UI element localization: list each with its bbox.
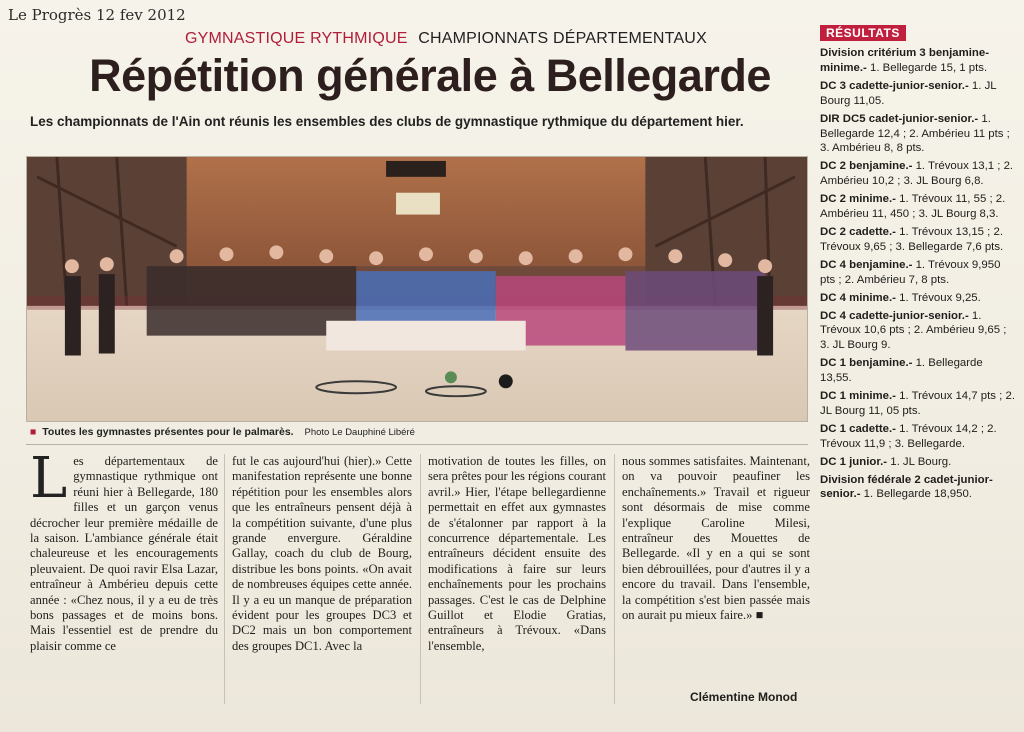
- result-scores: 1. Bellegarde 18,950.: [860, 488, 972, 501]
- result-scores: 1. Trévoux 9,25.: [895, 291, 981, 304]
- photo-credit: Photo Le Dauphiné Libéré: [304, 427, 415, 438]
- result-scores: 1. JL Bourg 11,05.: [820, 79, 997, 107]
- result-item: [820, 79, 1016, 109]
- result-scores: 1. JL Bourg.: [887, 455, 952, 468]
- article-column-2: [232, 454, 412, 654]
- result-scores: 1. Trévoux 10,6 pts ; 2. Ambérieu 9,65 ; 3. JL Bourg 9.: [820, 309, 1007, 352]
- result-item: [820, 389, 1016, 419]
- result-item: [820, 159, 1016, 189]
- result-scores: 1. Bellegarde 12,4 ; 2. Ambérieu 11 pts ; 3. Ambérieu 8, 8 pts.: [820, 112, 1010, 155]
- result-scores: 1. Trévoux 11, 55 ; 2. Ambérieu 11, 450 ; 3. JL Bourg 8,3.: [820, 193, 1006, 221]
- gymnasts-photo-illustration: [27, 157, 807, 421]
- result-scores: 1. Trévoux 13,15 ; 2. Trévoux 9,65 ; 3. Bellegarde 7,6 pts.: [820, 225, 1004, 253]
- deck: Les championnats de l'Ain ont réunis les ensembles des clubs de gymnastique rythmique du département hier.: [30, 114, 744, 129]
- result-category: DC 4 benjamine.-: [820, 258, 913, 271]
- results-sidebar: [820, 24, 1016, 712]
- drop-cap: L: [30, 446, 68, 511]
- result-scores: 1. Bellegarde 15, 1 pts.: [866, 61, 988, 74]
- headline: Répétition générale à Bellegarde: [89, 50, 771, 101]
- result-item: [820, 192, 1016, 222]
- caption-bullet-icon: ■: [30, 426, 37, 438]
- result-category: DC 1 minime.-: [820, 390, 896, 403]
- result-item: [820, 455, 1016, 470]
- article-text-2: fut le cas aujourd'hui (hier).» Cette manifestation représente une bonne répétition pour les ensembles alors que les entraîneurs pensent déjà à la compétition suivante, d'une plus grande envergure. Géraldine Gallay, coach du club de Bourg, distribue les bons points. «On avait de nombreuses équipes cette année. Il y a eu un manque de préparation évident pour les groupes DC3 et DC2 mais un bon comportement des groupes DC1. Avec la: [232, 454, 412, 653]
- result-category: DC 2 minime.-: [820, 193, 896, 206]
- result-item: [820, 291, 1016, 306]
- kicker-section: GYMNASTIQUE RYTHMIQUE: [185, 30, 408, 47]
- article-column-3: [428, 454, 606, 654]
- result-item: [820, 112, 1016, 157]
- results-tag: RÉSULTATS: [820, 25, 906, 41]
- result-category: DC 2 benjamine.-: [820, 160, 913, 173]
- article-text-1: es départementaux de gymnastique rythmique ont réuni hier à Bellegarde, 180 filles et un garçon venus décrocher leur première médaille de la saison. L'ambiance générale était chaleureuse et les encouragements pleuvaient. De quoi ravir Elsa Lazar, entraîneur à Ambérieu depuis cette année : «Chez nous, il y a eu de très bons passages et de moins bons. Mais l'essentiel est de prendre du plaisir comme ce: [30, 454, 218, 653]
- result-scores: 1. Trévoux 14,7 pts ; 2. JL Bourg 11, 05 pts.: [820, 390, 1015, 417]
- result-category: DC 2 cadette.-: [820, 225, 896, 238]
- result-item: [820, 309, 1016, 354]
- caption-text: Toutes les gymnastes présentes pour le palmarès.: [42, 426, 294, 438]
- result-category: DC 3 cadette-junior-senior.-: [820, 79, 969, 92]
- caption-divider: [26, 444, 808, 445]
- article-text-3: motivation de toutes les filles, on sera prêtes pour les régions courant avril.» Hier, l'étape bellegardienne permettait en effet aux gymnastes de s'étalonner par rapport à la concurrence départementale. Les entraîneurs décident ensuite des modifications à faire sur leurs enchaînements pour les prochains passages. C'est le cas de Delphine Guillot et Elodie Gratias, entraîneurs à Trévoux. «Dans l'ensemble,: [428, 454, 606, 653]
- article-column-1: [30, 446, 218, 654]
- result-scores: 1. Bellegarde 13,55.: [820, 357, 983, 385]
- group-photo: [26, 156, 808, 422]
- result-scores: 1. Trévoux 14,2 ; 2. Trévoux 11,9 ; 3. Bellegarde.: [820, 422, 997, 450]
- result-item: [820, 473, 1016, 503]
- result-category: DC 1 junior.-: [820, 455, 888, 468]
- article-column-4: [622, 454, 810, 623]
- result-item: [820, 356, 1016, 386]
- author-byline: Clémentine Monod: [690, 690, 798, 704]
- result-category: DC 4 minime.-: [820, 291, 896, 304]
- result-category: DC 4 cadette-junior-senior.-: [820, 309, 969, 322]
- result-category: DC 1 benjamine.-: [820, 357, 913, 370]
- results-list: [820, 46, 1016, 502]
- result-scores: 1. Trévoux 9,950 pts ; 2. Ambérieu 7, 8 pts.: [820, 258, 1001, 286]
- result-item: [820, 225, 1016, 255]
- kicker-topic: CHAMPIONNATS DÉPARTEMENTAUX: [418, 30, 707, 47]
- result-category: DC 1 cadette.-: [820, 422, 896, 435]
- result-category: Division critérium 3 benjamine-minime.-: [820, 47, 990, 74]
- masthead-date: Le Progrès 12 fev 2012: [8, 6, 186, 24]
- article-text-4: nous sommes satisfaites. Maintenant, on va pouvoir peaufiner les enchaînements.» Travail et rigueur sont désormais de mise comme l'explique Caroline Milesi, entraîneur des Mouettes de Bellegarde. «Il y en a qui se sont bien débrouillées, pour d'autres il y a encore du travail. Dans l'ensemble, la compétition s'est bien passée mais on aurait pu mieux faire.» ■: [622, 454, 810, 623]
- result-item: [820, 46, 1016, 76]
- result-category: Division fédérale 2 cadet-junior-senior.-: [820, 473, 993, 501]
- result-item: [820, 422, 1016, 452]
- column-divider: [420, 454, 421, 704]
- section-kicker: [185, 30, 707, 48]
- result-category: DIR DC5 cadet-junior-senior.-: [820, 112, 979, 125]
- column-divider: [614, 454, 615, 704]
- photo-caption: [30, 426, 415, 438]
- result-scores: 1. Trévoux 13,1 ; 2. Ambérieu 10,2 ; 3. JL Bourg 6,8.: [820, 160, 1014, 188]
- column-divider: [224, 454, 225, 704]
- result-item: [820, 258, 1016, 288]
